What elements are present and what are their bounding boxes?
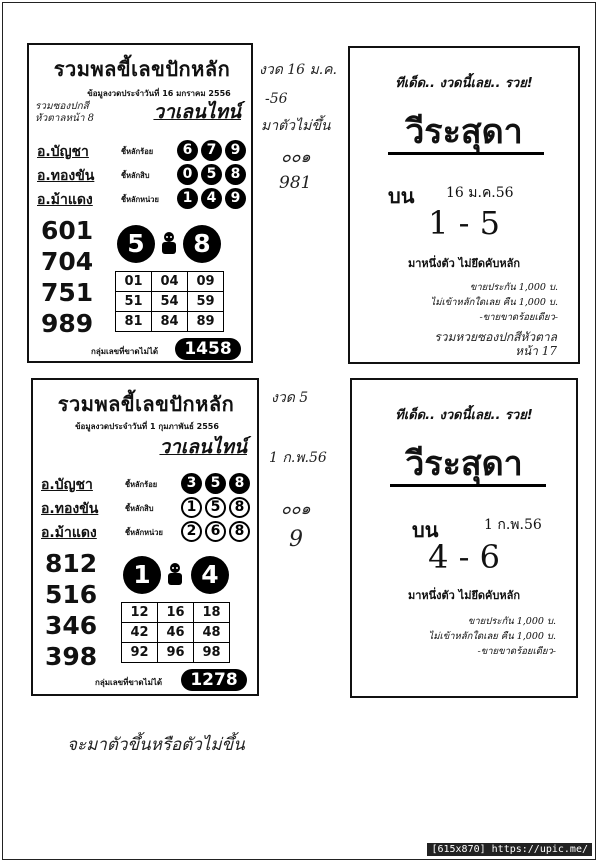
footer-label: กลุ่มเลขที่ขาดไม่ได้ [91,347,159,356]
three-digit-number: 989 [41,309,94,338]
number-ball: 3 [181,473,202,494]
expert-desc: ชี้หลักร้อย [121,147,154,156]
expert-name: อ.บัญชา [41,477,93,493]
brand-valentine: วาเลนไทน์ [159,436,247,458]
expert-row [41,474,253,496]
draw-date: 16 ม.ค.56 [446,185,514,201]
expert-desc: ชี้หลักหน่วย [121,195,159,204]
grid-cell: 89 [188,312,224,332]
card-subtitle: ข้อมูลงวดประจำวันที่ 1 กุมภาพันธ์ 2556 [75,422,219,431]
handwriting: จะมาตัวขึ้นหรือตัวไม่ขึ้น [67,735,245,755]
mascot-icon [159,231,179,255]
handwriting: 1 ก.พ.56 [269,450,327,466]
pair-ball: 5 [117,225,155,263]
grid-cell: 42 [122,623,158,643]
grid-cell: 04 [152,272,188,292]
expert-row [37,189,249,211]
expert-desc: ชี้หลักสิบ [125,504,154,513]
card-header: ทีเด็ด.. งวดนี้เลย.. รวย! [395,76,533,91]
handwriting: ๐๐๑ [281,499,311,518]
lottery-card-left-1 [27,43,253,363]
expert-desc: ชี้หลักหน่วย [125,528,163,537]
number-ball: 1 [177,188,198,209]
image-host-watermark: [615x870] https://upic.me/ [427,843,592,856]
expert-name: อ.ทองขัน [41,501,99,517]
footer-label: กลุ่มเลขที่ขาดไม่ได้ [95,678,163,687]
handwriting: 9 [289,527,303,552]
expert-name: อ.ม้าแดง [41,525,97,541]
description-line: มาหนึ่งตัว ไม่ยึดคับหลัก [407,589,521,602]
bon-label: บน [412,518,439,542]
expert-row [41,522,253,544]
terms-line: ขายประกัน 1,000 บ. [467,616,556,627]
underline-bar [388,152,544,155]
scanned-page [2,2,596,860]
handwriting: งวด 5 [271,390,309,406]
terms-line: -ขายขาดร้อยเดียว- [479,312,558,323]
grid-cell: 81 [116,312,152,332]
grid-cell: 54 [152,292,188,312]
card-title: รวมพลขี้เลขปักหลัก [53,57,231,81]
terms-line: ไม่เข้าหลักใดเลย คืน 1,000 บ. [430,297,558,308]
terms-line: ไม่เข้าหลักใดเลย คืน 1,000 บ. [428,631,556,642]
expert-row [41,498,253,520]
grid-cell: 96 [158,643,194,663]
handwriting: -56 [265,91,288,107]
number-ball: 1 [181,497,202,518]
number-ball: 5 [201,164,222,185]
grid-cell: 51 [116,292,152,312]
number-ball: 7 [201,140,222,161]
pair-ball: 1 [123,556,161,594]
bon-label: บน [388,184,415,208]
expert-name: อ.ม้าแดง [37,192,93,208]
number-ball: 0 [177,164,198,185]
three-digit-number: 601 [41,216,94,245]
three-digit-list [45,548,97,672]
expert-name: อ.ทองขัน [37,168,95,184]
handwriting: 981 [279,173,312,193]
expert-desc: ชี้หลักสิบ [121,171,150,180]
three-digit-number: 751 [41,278,94,307]
highlight-number: 1458 [175,338,241,360]
handwriting: งวด 16 ม.ค. [259,62,337,78]
number-ball: 8 [229,521,250,542]
handwritten-note: รวมซองปกสี หัวตาลหน้า 8 [35,101,95,124]
card-title: รวมพลขี้เลขปักหลัก [57,392,235,416]
lottery-card-right-2 [350,378,578,698]
lottery-card-right-1 [348,46,580,364]
grid-cell: 92 [122,643,158,663]
three-digit-list [41,215,93,339]
pair-ball: 8 [183,225,221,263]
brand-valentine: วาเลนไทน์ [153,101,241,123]
three-digit-number: 516 [45,580,98,609]
card-name: วีระสุดา [405,444,523,484]
terms-line: -ขายขาดร้อยเดียว- [477,646,556,657]
grid-cell: 59 [188,292,224,312]
terms-text [430,280,558,325]
grid-cell: 16 [158,603,194,623]
card-subtitle: ข้อมูลงวดประจำวันที่ 16 มกราคม 2556 [87,89,231,98]
number-grid [115,271,224,332]
card-name: วีระสุดา [405,112,523,152]
number-ball: 5 [205,497,226,518]
pair-ball: 4 [191,556,229,594]
pair-numbers: 1 - 5 [428,204,500,242]
highlight-number: 1278 [181,669,247,691]
pair-numbers: 4 - 6 [428,538,500,576]
description-line: มาหนึ่งตัว ไม่ยึดคับหลัก [407,257,521,270]
lottery-card-left-2 [31,378,259,696]
grid-cell: 18 [194,603,230,623]
number-ball: 9 [225,188,246,209]
number-ball: 4 [201,188,222,209]
number-ball: 6 [205,521,226,542]
expert-desc: ชี้หลักร้อย [125,480,158,489]
three-digit-number: 346 [45,611,98,640]
mascot-icon [165,562,185,586]
grid-cell: 98 [194,643,230,663]
number-ball: 5 [205,473,226,494]
grid-cell: 01 [116,272,152,292]
three-digit-number: 812 [45,549,98,578]
number-ball: 6 [177,140,198,161]
handwriting: ๐๐๑ [281,147,311,166]
handwritten-note: รวมหวยซองปกสีหัวตาล หน้า 17 [434,330,557,358]
three-digit-number: 704 [41,247,94,276]
terms-line: ขายประกัน 1,000 บ. [469,282,558,293]
grid-cell: 12 [122,603,158,623]
grid-cell: 84 [152,312,188,332]
underline-bar [390,484,546,487]
grid-cell: 46 [158,623,194,643]
expert-row [37,141,249,163]
number-ball: 8 [229,497,250,518]
draw-date: 1 ก.พ.56 [484,517,542,533]
number-ball: 8 [225,164,246,185]
card-header: ทีเด็ด.. งวดนี้เลย.. รวย! [395,408,533,423]
grid-cell: 48 [194,623,230,643]
grid-cell: 09 [188,272,224,292]
expert-row [37,165,249,187]
number-ball: 9 [225,140,246,161]
terms-text [428,614,556,659]
number-grid [121,602,230,663]
three-digit-number: 398 [45,642,98,671]
number-ball: 8 [229,473,250,494]
number-ball: 2 [181,521,202,542]
handwriting: มาตัวไม่ขึ้น [261,118,331,134]
expert-name: อ.บัญชา [37,144,89,160]
